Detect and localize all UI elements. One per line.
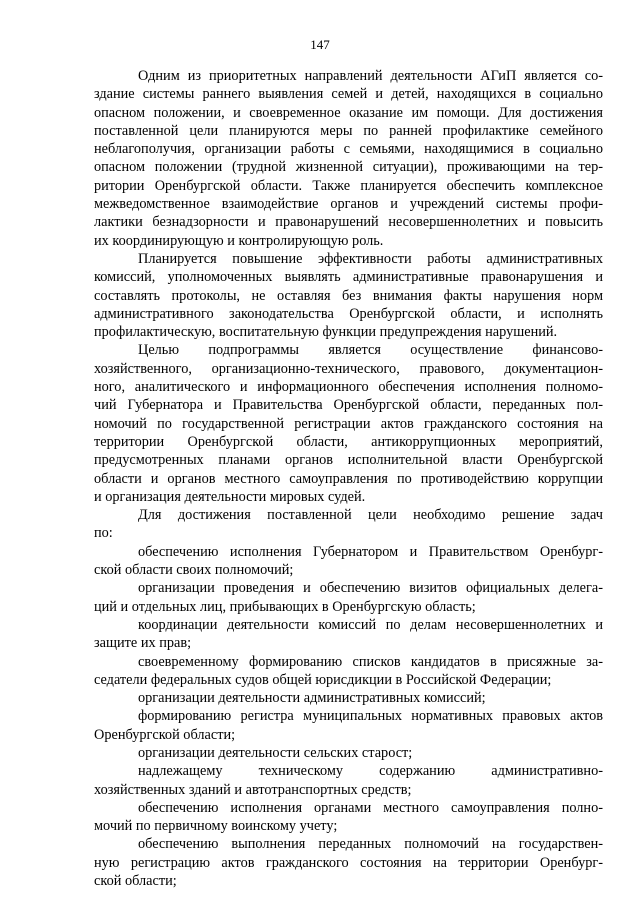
text-line: неблагополучия, организации работы с семьями, находящимися в социально [94,141,603,158]
text-line: Целью подпрограммы является осуществление финансово- [138,342,603,359]
text-line: территории Оренбургской области, антикоррупционных мероприятий, [94,433,603,450]
paragraph [94,506,603,543]
text-line: лактики безнадзорности и правонарушений несовершеннолетних и повысить [94,214,603,231]
text-line: предусмотренных планами органов исполнительной власти Оренбургской [94,452,603,469]
text-line: составлять протоколы, не оставляя без внимания факты нарушения норм [94,287,603,304]
text-line: чий Губернатора и Правительства Оренбургской области, переданных пол- [94,397,603,414]
paragraph [94,579,603,616]
paragraph [94,799,603,836]
text-line: обеспечению исполнения органами местного самоуправления полно- [138,799,603,816]
text-line: административного законодательства Оренбургской области, и исполнять [94,305,603,322]
text-line: обеспечению выполнения переданных полномочий на государствен- [138,836,603,853]
paragraph [94,250,603,341]
text-line: межведомственное взаимодействие органов и учреждений системы профи- [94,196,603,213]
text-line: ской области своих полномочий; [94,562,294,579]
text-line: координации деятельности комиссий по делам несовершеннолетних и [138,616,603,633]
text-line: опасном положении, и своевременное оказание им помощи. Для достижения [94,104,603,121]
text-line: надлежащему техническому содержанию административно- [138,763,603,780]
text-line: седатели федеральных судов общей юрисдикции в Российской Федерации; [94,671,552,688]
text-line: своевременному формированию списков кандидатов в присяжные за- [138,653,603,670]
paragraph [94,67,603,250]
text-line: Оренбургской области; [94,726,236,743]
paragraph [94,653,603,690]
paragraph [94,543,603,580]
text-line: профилактическую, воспитательную функции предупреждения нарушений. [94,324,558,341]
paragraph [94,762,603,799]
text-line: поставленной цели планируются меры по ранней профилактике семейного [94,122,603,139]
text-line: хозяйственных зданий и автотранспортных средств; [94,781,412,798]
page-number: 147 [310,37,330,52]
text-line: ской области; [94,873,177,890]
text-line: защите их прав; [94,635,192,652]
text-line: опасном положении (трудной жизненной ситуации), проживающими на тер- [94,159,603,176]
text-line: формированию регистра муниципальных нормативных правовых актов [138,708,603,725]
paragraph [94,744,603,762]
text-line: организации деятельности сельских старост; [138,744,413,761]
text-line: Для достижения поставленной цели необходимо решение задач [138,507,603,524]
text-line: Одним из приоритетных направлений деятельности АГиП является со- [138,68,603,84]
paragraph [94,835,603,890]
text-line: области и органов местного самоуправления по противодействию коррупции [94,470,603,487]
text-line: хозяйственного, организационно-технического, правового, документацион- [94,360,603,377]
text-line: по: [94,525,113,542]
text-line: мочий по первичному воинскому учету; [94,818,338,835]
text-line: организации деятельности административных комиссий; [138,690,486,707]
text-line: их координирующую и контролирующую роль. [94,232,384,249]
document-body [94,67,603,890]
text-line: комиссий, уполномоченных выявлять административные правонарушения и [94,269,603,286]
text-line: организации проведения и обеспечению визитов официальных делега- [138,580,603,597]
text-line: ритории Оренбургской области. Также планируется обеспечить комплексное [94,177,603,194]
text-line: ций и отдельных лиц, прибывающих в Оренбургскую область; [94,598,476,615]
text-line: ного, аналитического и информационного обеспечения исполнения полномо- [94,379,603,396]
text-line: Планируется повышение эффективности работы административных [138,250,603,267]
text-line: номочий по государственной регистрации актов гражданского состояния на [94,415,603,432]
paragraph [94,341,603,506]
text-line: ную регистрацию актов гражданского состояния на территории Оренбург- [94,854,603,871]
text-line: и организация деятельности мировых судей. [94,488,366,505]
text-line: обеспечению исполнения Губернатором и Правительством Оренбург- [138,543,603,560]
paragraph [94,616,603,653]
text-line: здание системы раннего выявления семей и детей, находящихся в социально [94,86,603,103]
paragraph [94,689,603,707]
paragraph [94,707,603,744]
